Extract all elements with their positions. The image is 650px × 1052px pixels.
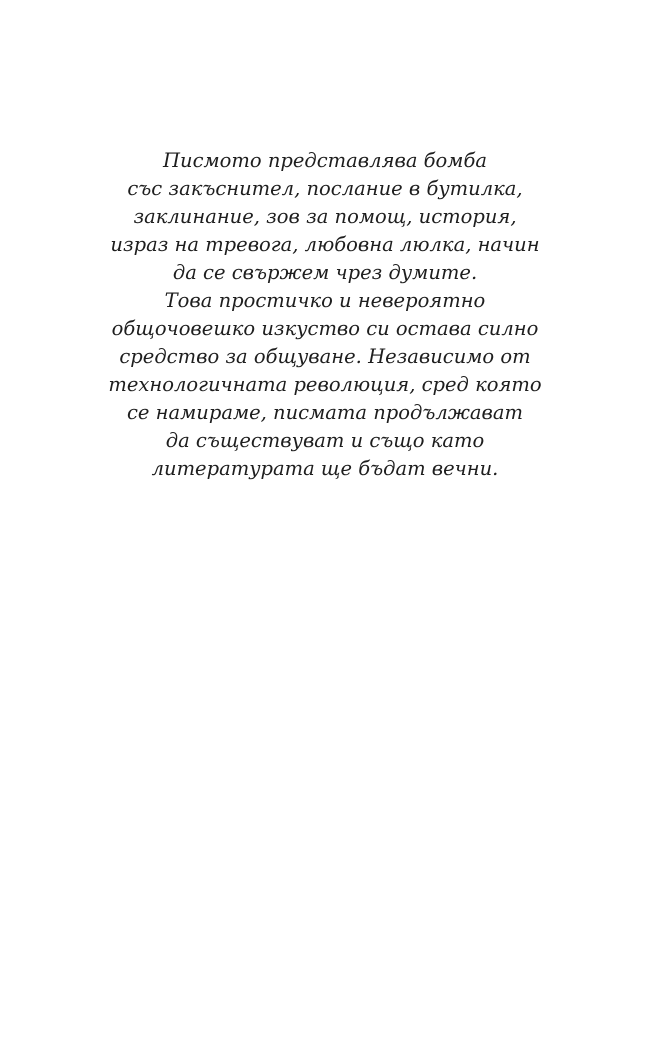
epigraph-line: общочовешко изкуство си остава силно	[111, 317, 539, 340]
epigraph-line: Писмото представлява бомба	[163, 149, 487, 172]
epigraph-line: да се свържем чрез думите.	[172, 261, 478, 284]
epigraph-line: средство за общуване. Независимо от	[119, 345, 531, 368]
epigraph-line: израз на тревога, любовна люлка, начин	[110, 233, 540, 256]
epigraph-line: заклинание, зов за помощ, история,	[133, 205, 517, 228]
epigraph-line: със закъснител, послание в бутилка,	[127, 177, 523, 200]
epigraph-line: се намираме, писмата продължават	[126, 401, 524, 424]
epigraph-line: Това простичко и невероятно	[164, 289, 486, 312]
epigraph-line: литературата ще бъдат вечни.	[151, 457, 499, 480]
epigraph-line: да съществуват и също като	[165, 429, 485, 452]
epigraph-line: технологичната революция, сред която	[108, 373, 542, 396]
epigraph-text	[60, 147, 590, 483]
